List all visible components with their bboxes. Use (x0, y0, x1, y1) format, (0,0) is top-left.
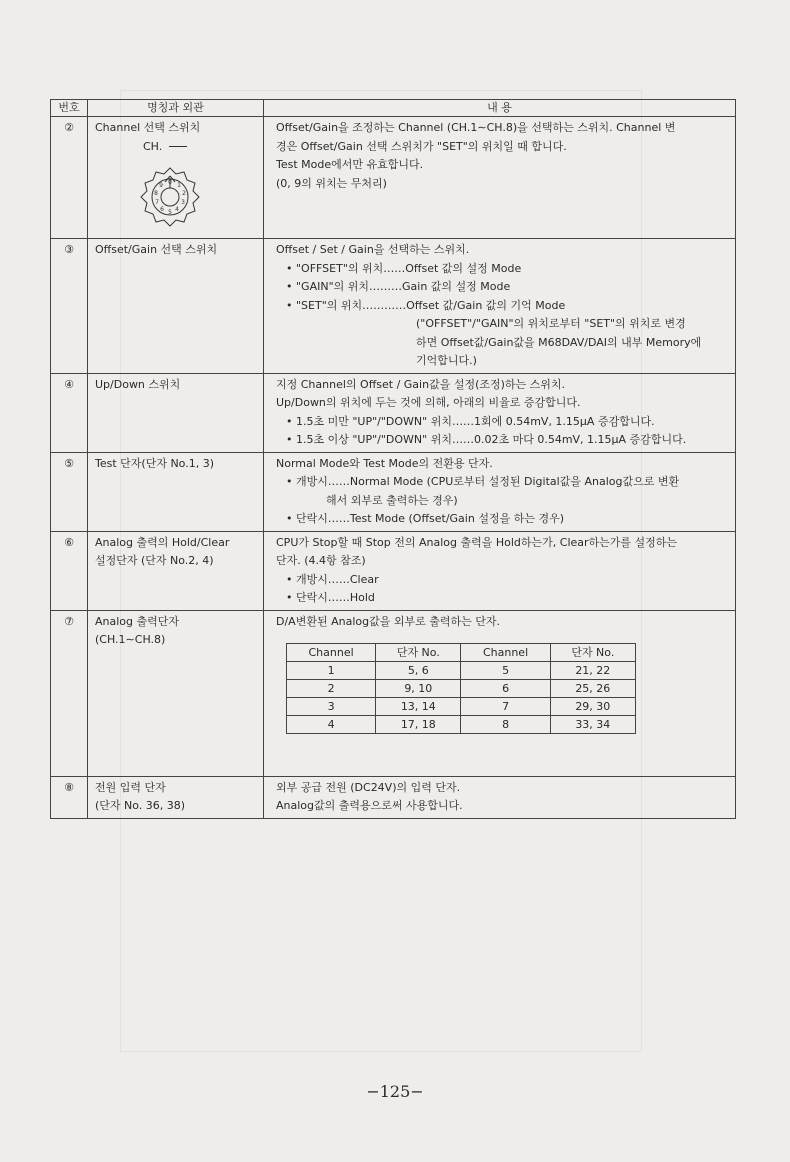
terminal-cell: 2 (287, 680, 376, 698)
desc-line: Analog값의 출력용으로써 사용합니다. (276, 799, 463, 812)
desc-line: 외부 공급 전원 (DC24V)의 입력 단자. (276, 780, 461, 794)
table-row (51, 531, 736, 610)
svg-text:4: 4 (175, 206, 179, 213)
desc-line: (0, 9의 위치는 무처리) (276, 176, 387, 190)
row-number: ⑤ (51, 452, 88, 531)
terminal-table (286, 643, 636, 734)
terminal-row (287, 680, 636, 698)
terminal-cell: 3 (287, 698, 376, 716)
desc-note: 해서 외부로 출력하는 경우) (326, 493, 458, 507)
desc-line: 단자. (4.4항 참조) (276, 554, 366, 567)
switch-caption (95, 138, 259, 157)
svg-text:9: 9 (159, 182, 163, 189)
desc-bullet: • 개방시……Clear (286, 572, 379, 586)
svg-text:1: 1 (177, 182, 181, 189)
desc-line: 경은 Offset/Gain 선택 스위치가 "SET"의 위치일 때 합니다. (276, 139, 567, 153)
page-number: −125− (366, 1082, 424, 1101)
row-name: 설정단자 (단자 No.2, 4) (95, 554, 214, 567)
row-name-cell (88, 117, 264, 239)
terminal-header-cell: 단자 No. (376, 644, 461, 662)
terminal-row (287, 716, 636, 734)
svg-text:7: 7 (155, 199, 159, 206)
row-name: (CH.1∼CH.8) (95, 633, 166, 646)
desc-bullet: • "SET"의 위치…………Offset 값/Gain 값의 기억 Mode (286, 298, 566, 312)
svg-text:0: 0 (168, 179, 172, 186)
row-desc-cell (264, 776, 736, 818)
desc-bullet: • 1.5초 미만 "UP"/"DOWN" 위치……1회에 0.54mV, 1.15μA 증감합니다. (286, 414, 655, 428)
row-number: ② (51, 117, 88, 239)
header-desc: 내 용 (264, 100, 736, 117)
row-number: ⑥ (51, 531, 88, 610)
row-desc-cell (264, 452, 736, 531)
row-name-cell (88, 531, 264, 610)
row-desc-cell (264, 373, 736, 452)
header-no: 번호 (51, 100, 88, 117)
table-row (51, 239, 736, 374)
terminal-header-cell: 단자 No. (550, 644, 635, 662)
terminal-cell: 5, 6 (376, 662, 461, 680)
table-row (51, 610, 736, 776)
row-name: Offset/Gain 선택 스위치 (95, 243, 218, 256)
terminal-cell: 8 (461, 716, 550, 734)
terminal-cell: 4 (287, 716, 376, 734)
table-row (51, 373, 736, 452)
row-name: Up/Down 스위치 (95, 377, 181, 391)
row-name: Analog 출력단자 (95, 614, 180, 628)
row-name: Channel 선택 스위치 (95, 121, 201, 134)
desc-note: 기억합니다.) (416, 354, 477, 367)
desc-line: Offset/Gain을 조정하는 Channel (CH.1∼CH.8)을 선택하는 스위치. Channel 변 (276, 121, 676, 134)
desc-bullet: • 단락시……Hold (286, 591, 375, 604)
row-name: (단자 No. 36, 38) (95, 799, 186, 812)
terminal-header-cell: Channel (287, 644, 376, 662)
row-name-cell (88, 610, 264, 776)
row-name: Test 단자(단자 No.1, 3) (95, 456, 214, 470)
table-header-row (51, 100, 736, 117)
desc-note: ("OFFSET"/"GAIN"의 위치로부터 "SET"의 위치로 변경 (416, 317, 686, 330)
row-number: ③ (51, 239, 88, 374)
row-name-cell (88, 239, 264, 374)
terminal-header-cell: Channel (461, 644, 550, 662)
row-number: ⑦ (51, 610, 88, 776)
terminal-cell: 33, 34 (550, 716, 635, 734)
row-name: Analog 출력의 Hold/Clear (95, 535, 230, 549)
row-number: ⑧ (51, 776, 88, 818)
terminal-cell: 29, 30 (550, 698, 635, 716)
row-number: ④ (51, 373, 88, 452)
desc-bullet: • "OFFSET"의 위치……Offset 값의 설정 Mode (286, 261, 522, 275)
desc-line: D/A변환된 Analog값을 외부로 출력하는 단자. (276, 614, 500, 628)
terminal-row (287, 662, 636, 680)
terminal-cell: 7 (461, 698, 550, 716)
desc-line: Offset / Set / Gain을 선택하는 스위치. (276, 243, 470, 256)
spec-table (50, 99, 736, 819)
row-name: 전원 입력 단자 (95, 780, 166, 794)
svg-text:6: 6 (160, 206, 164, 213)
svg-text:8: 8 (154, 190, 158, 197)
rotary-switch-icon (137, 164, 203, 230)
terminal-row (287, 698, 636, 716)
row-desc-cell (264, 610, 736, 776)
terminal-cell: 5 (461, 662, 550, 680)
row-desc-cell (264, 531, 736, 610)
desc-note: 하면 Offset값/Gain값을 M68DAV/DAI의 내부 Memory에 (416, 335, 702, 349)
desc-bullet: • 개방시……Normal Mode (CPU로부터 설정된 Digital값을 Analog값으로 변환 (286, 475, 680, 488)
terminal-cell: 21, 22 (550, 662, 635, 680)
table-row (51, 776, 736, 818)
desc-bullet: • "GAIN"의 위치………Gain 값의 설정 Mode (286, 280, 511, 293)
desc-bullet: • 단락시……Test Mode (Offset/Gain 설정을 하는 경우) (286, 512, 564, 525)
desc-line: CPU가 Stop할 때 Stop 전의 Analog 출력을 Hold하는가, Clear하는가를 설정하는 (276, 535, 678, 549)
terminal-cell: 13, 14 (376, 698, 461, 716)
terminal-cell: 25, 26 (550, 680, 635, 698)
table-row (51, 452, 736, 531)
terminal-cell: 6 (461, 680, 550, 698)
row-name-cell (88, 776, 264, 818)
svg-text:2: 2 (182, 190, 186, 197)
header-name: 명칭과 외관 (88, 100, 264, 117)
desc-line: Up/Down의 위치에 두는 것에 의해, 아래의 비율로 증감합니다. (276, 396, 581, 409)
svg-text:5: 5 (168, 209, 172, 216)
desc-line: Test Mode에서만 유효합니다. (276, 158, 424, 171)
terminal-cell: 9, 10 (376, 680, 461, 698)
row-desc-cell (264, 239, 736, 374)
leader-line (169, 146, 187, 147)
terminal-table-header (287, 644, 636, 662)
row-desc-cell (264, 117, 736, 239)
desc-bullet: • 1.5초 이상 "UP"/"DOWN" 위치……0.02초 마다 0.54mV, 1.15μA 증감합니다. (286, 433, 687, 446)
svg-text:3: 3 (181, 199, 185, 206)
table-row (51, 117, 736, 239)
terminal-cell: 1 (287, 662, 376, 680)
desc-line: 지정 Channel의 Offset / Gain값을 설정(조정)하는 스위치. (276, 377, 566, 391)
caption-label: CH. (143, 139, 163, 153)
row-name-cell (88, 452, 264, 531)
desc-line: Normal Mode와 Test Mode의 전환용 단자. (276, 456, 493, 470)
row-name-cell (88, 373, 264, 452)
terminal-cell: 17, 18 (376, 716, 461, 734)
